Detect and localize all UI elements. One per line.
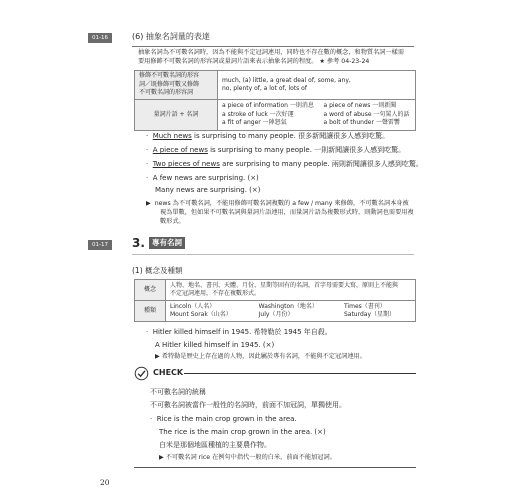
section-title-abstract-quantity: (6) 抽象名詞量的表達 (132, 32, 210, 41)
example-sentence: · Much news is surprising to many people. 很多新聞讓很多人感到吃驚。 (146, 132, 390, 140)
concept-line: 不定冠詞連用，不存在複數形式。 (170, 290, 261, 297)
example-subject: Two pieces of news (152, 160, 220, 168)
check-example-translation: 白米是那個地區種植的主要農作物。 (159, 441, 271, 449)
hitler-example: · Hitler killed himself in 1945. 希特勒於 1945 年自殺。 (146, 328, 332, 336)
row2-right (320, 100, 416, 131)
check-line-2: 不可數名詞被當作一般性的名詞時，前面不加冠詞，單獨使用。 (150, 401, 346, 409)
quantity-phrase: a stroke of luck 一次好運 (222, 110, 294, 118)
section-tag-01-17: 01-17 (88, 240, 112, 250)
quantity-expression-table (134, 70, 416, 131)
intro-reference: ★ 參考 04-23-24 (319, 58, 370, 65)
table-row (135, 301, 416, 322)
quantity-phrase: a word of abuse 一句罵人的話 (323, 110, 410, 118)
title-rule (132, 46, 414, 47)
page-number: 20 (100, 478, 110, 487)
table-row (135, 71, 416, 100)
kind-example: Mount Sorak（山名） (170, 311, 232, 318)
check-example-2: The rice is the main crop grown in the area. (×) (159, 428, 326, 436)
quantity-phrase: a piece of news 一則新聞 (323, 102, 397, 110)
example-text: Rice is the main crop grown in the area. (156, 415, 297, 423)
row1-value-line: much, (a) little, a great deal of, some, any, (222, 76, 351, 84)
check-title: CHECK (153, 368, 184, 377)
example-sentence: · A piece of news is surprising to many people. 一則新聞讓很多人感到吃驚。 (146, 146, 406, 154)
wrong-example-2: Many news are surprising. (×) (155, 186, 261, 194)
check-example-1: · Rice is the main crop grown in the area. (150, 415, 297, 423)
row1-value-line: no, plenty of, a lot of, lots of (222, 85, 307, 92)
row1-label-line: 詞／既修飾可數又修飾 (139, 80, 200, 88)
kind-label: 種類 (135, 301, 166, 322)
kind-example: July（月份） (258, 311, 294, 318)
table-row (135, 100, 416, 131)
kind-example: Saturday（星期） (343, 311, 395, 318)
example-subject: Much news (152, 132, 192, 140)
wrong-example-1: · A few news are surprising. (×) (146, 174, 259, 182)
kind-example: Lincoln（人名） (170, 302, 216, 310)
kinds-column (255, 301, 340, 322)
checkmark-icon (134, 366, 149, 381)
intro-line-1: 抽象名詞為不可數名詞時，因為不能與不定冠詞連用，同時也不存在數的概念，和物質名詞一樣需 (138, 49, 405, 56)
note-line-2: 視為單數，但如果不可數名詞與量詞片語連用，而量詞片語為複數形式時，則動詞也需要用複 (160, 209, 414, 216)
note-text: news 為不可數名詞，不能用修飾可數名詞複數的 a few / many 來修飾，不可數名詞本身被 (154, 200, 409, 207)
example-rest: is surprising to many people. 很多新聞讓很多人感到吃驚。 (191, 132, 390, 140)
row1-label-line: 修飾不可數名詞的形容 (139, 72, 200, 80)
table-row (135, 280, 416, 301)
example-rest: are surprising to many people. 兩則新聞讓很多人感到吃驚。 (219, 160, 423, 168)
example-rest: is surprising to many people. 一則新聞讓很多人感到吃驚。 (207, 146, 406, 154)
row2-label: 量詞片語 + 名詞 (135, 100, 218, 131)
hitler-note: ▶ 希特勒是歷史上存在過的人物，因此屬於專有名詞，不能與不定冠詞連用。 (155, 353, 366, 360)
kind-example: Times（書刊） (343, 302, 386, 310)
proper-noun-table (134, 279, 416, 322)
quantity-phrase: a piece of information 一則消息 (222, 102, 314, 110)
quantity-phrase: a bolt of thunder 一聲雷響 (323, 119, 400, 127)
section-number: 3. (132, 236, 145, 250)
check-line-1: 不可數名詞的統稱 (150, 388, 206, 396)
row1-value (218, 71, 416, 100)
arrow-icon: ▶ (146, 200, 151, 207)
row1-label (135, 71, 218, 100)
concept-line: 人物、地名、書刊、天體、月份、星期等固有的名詞，首字母需要大寫，原則上不能與 (170, 281, 399, 289)
check-rule (184, 373, 416, 374)
section-tag-01-16: 01-16 (88, 33, 112, 43)
example-subject: A piece of news (152, 146, 208, 154)
example-text: Hitler killed himself in 1945. 希特勒於 1945 年自殺。 (152, 328, 332, 336)
section-title-proper-nouns: 專有名詞 (149, 237, 185, 249)
concept-text (166, 280, 416, 301)
note-line-1 (146, 199, 409, 208)
wrong-example-text: A few news are surprising. (×) (152, 174, 259, 182)
kinds-column (340, 301, 416, 322)
intro-line-2 (138, 57, 369, 66)
section-rule (132, 254, 414, 255)
quantity-phrase: a fit of anger 一陣怒氣 (222, 119, 287, 127)
note-line-3: 數形式。 (160, 218, 185, 225)
row1-label-line: 不可數名詞的形容詞 (139, 89, 194, 97)
hitler-wrong-example: A Hitler killed himself in 1945. (×) (155, 341, 275, 349)
subsection-title: (1) 概念及種類 (132, 266, 183, 275)
example-sentence: · Two pieces of news are surprising to many people. 兩則新聞讓很多人感到吃驚。 (146, 160, 423, 168)
kinds-column (166, 301, 255, 322)
kind-example: Washington（地名） (258, 302, 318, 310)
check-bottom-rule (134, 467, 416, 468)
intro-line-2-text: 要用修飾不可數名詞的形容詞或量詞片語來表示抽象名詞的程度。 (138, 58, 318, 65)
row2-left (218, 100, 320, 131)
concept-label: 概念 (135, 280, 166, 301)
check-note: ▶ 不可數名詞 rice 在例句中指代一般的白米，前面不能加冠詞。 (159, 454, 336, 461)
